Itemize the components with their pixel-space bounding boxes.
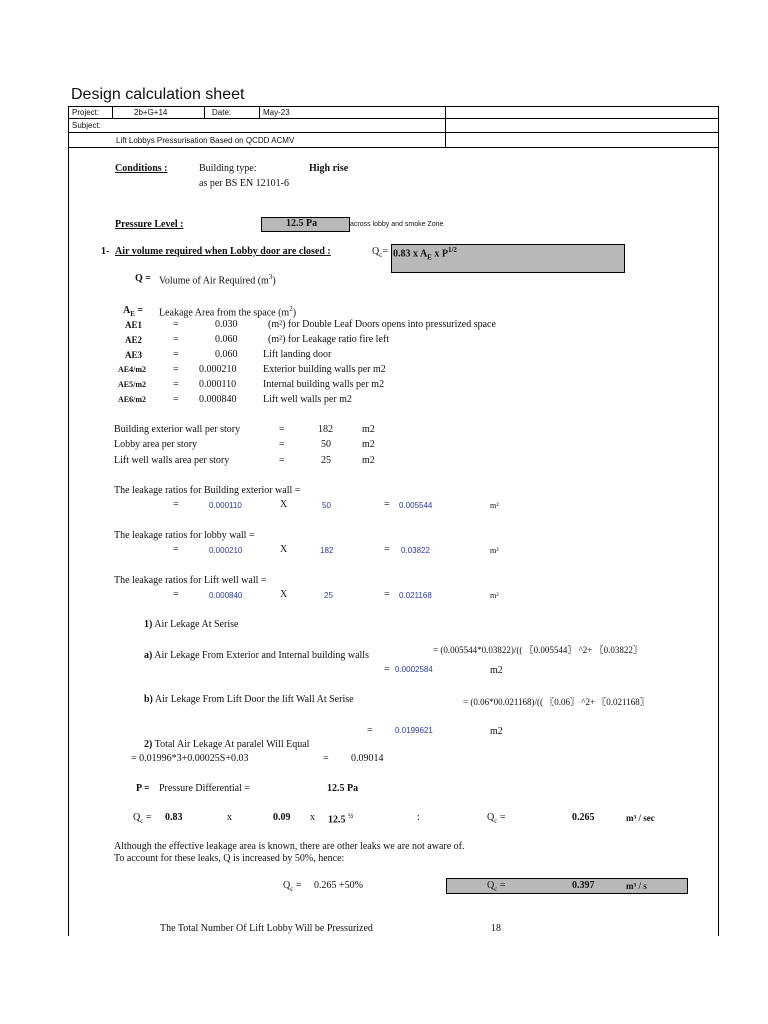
leakage-row-name: AE5/m2 bbox=[118, 380, 146, 389]
ratio-result: 0.005544 bbox=[399, 501, 433, 510]
ratio-unit: m² bbox=[490, 546, 499, 555]
leakage-row-eq: = bbox=[173, 394, 179, 405]
ratio-heading: The leakage ratios for lobby wall = bbox=[114, 530, 255, 541]
leakage-row-desc: Internal building walls per m2 bbox=[263, 379, 385, 390]
pressure-level-value: 12.5 Pa bbox=[286, 218, 318, 229]
ratio-coefficient: 0.000840 bbox=[209, 591, 243, 600]
final-box-symbol: $Q_c$ = bbox=[487, 880, 506, 893]
ratio-eq: = bbox=[173, 589, 179, 600]
air-leakage-b-eq: = bbox=[367, 725, 373, 736]
leakage-row-desc: (m²) for Leakage ratio fire left bbox=[268, 334, 389, 345]
area-unit: m2 bbox=[362, 455, 375, 466]
air-leakage-total-heading: 2) Total Air Lekage At paralel Will Equal bbox=[144, 739, 310, 750]
area-value: 182 bbox=[318, 424, 333, 435]
air-leakage-a-eq: = bbox=[384, 664, 390, 675]
building-type-value: High rise bbox=[309, 163, 349, 174]
ratio-times: X bbox=[280, 544, 288, 555]
total-lobby-value: 18 bbox=[491, 923, 501, 934]
leakage-row-value: 0.000210 bbox=[199, 364, 237, 375]
pressure-diff-value: 12.5 Pa bbox=[327, 783, 359, 794]
area-label: Building exterior wall per story bbox=[114, 424, 241, 435]
ratio-area: 25 bbox=[324, 591, 333, 600]
section-number: 1- bbox=[101, 246, 110, 257]
area-eq: = bbox=[279, 424, 285, 435]
leakage-row-name: AE3 bbox=[125, 350, 143, 360]
final-unit: m³ / s bbox=[626, 881, 647, 891]
air-leakage-a-result: 0.0002584 bbox=[395, 665, 433, 674]
date-label: Date: bbox=[212, 108, 232, 117]
leakage-row-name: AE4/m2 bbox=[118, 365, 146, 374]
header-col-divider bbox=[259, 106, 260, 119]
area-label: Lift well walls area per story bbox=[114, 455, 230, 466]
air-leakage-b-result: 0.0199621 bbox=[395, 726, 433, 735]
note-line-1: Although the effective leakage area is known, there are other leaks we are not aware of. bbox=[114, 841, 465, 852]
leakage-row-desc: (m²) for Double Leaf Doors opens into pressurized space bbox=[268, 319, 496, 330]
ratio-result: 0.021168 bbox=[399, 591, 432, 600]
ratio-eq2: = bbox=[384, 544, 390, 555]
header-col-divider bbox=[112, 106, 113, 119]
ratio-heading: The leakage ratios for Building exterior wall = bbox=[114, 485, 301, 496]
qc-leakage-area: 0.09 bbox=[273, 812, 291, 823]
leakage-row-name: AE1 bbox=[125, 320, 143, 330]
qc-times-2: x bbox=[310, 812, 315, 823]
qc-unit: m³ / sec bbox=[626, 813, 655, 823]
qc-result: 0.265 bbox=[572, 812, 595, 823]
pressure-level-label: Pressure Level : bbox=[115, 219, 184, 230]
section-heading: Air volume required when Lobby door are closed : bbox=[115, 246, 331, 257]
qc-symbol: $Q_c$ = bbox=[133, 812, 152, 825]
qc-times-1: x bbox=[227, 812, 232, 823]
leakage-row-eq: = bbox=[173, 364, 179, 375]
subject-value: Lift Lobbys Pressurisation Based on QCDD ACMV bbox=[116, 136, 295, 145]
leakage-row-eq: = bbox=[173, 334, 179, 345]
final-result: 0.397 bbox=[572, 880, 595, 891]
air-leakage-a-label: a) Air Lekage From Exterior and Internal building walls bbox=[144, 650, 369, 661]
standard-text: as per BS EN 12101-6 bbox=[199, 178, 289, 189]
qc-pressure: 12.5 $^{\frac{1}{2}}$ bbox=[328, 812, 354, 826]
leakage-row-eq: = bbox=[173, 319, 179, 330]
qc-colon: : bbox=[417, 812, 420, 823]
leakage-row-value: 0.060 bbox=[215, 349, 238, 360]
air-leakage-total-result: 0.09014 bbox=[351, 753, 384, 764]
formula-box-text: 0.83 x $A_E$ x $P^{1/2}$ bbox=[393, 246, 457, 262]
area-eq: = bbox=[279, 455, 285, 466]
final-expression: 0.265 +50% bbox=[314, 880, 363, 891]
left-border bbox=[68, 106, 69, 936]
area-unit: m2 bbox=[362, 424, 375, 435]
date-value: May-23 bbox=[263, 108, 290, 117]
air-leakage-b-label: b) Air Lekage From Lift Door the lift Wall At Serise bbox=[144, 694, 354, 705]
ratio-heading: The leakage ratios for Lift well wall = bbox=[114, 575, 267, 586]
ae-description: Leakage Area from the space $(m^2)$ bbox=[159, 305, 297, 319]
air-leakage-b-formula: = (0.06*00.021168)/(( 〖0.06〗 ^2+ 〖0.021168〗 bbox=[463, 697, 649, 707]
header-top-border bbox=[68, 106, 719, 107]
ratio-times: X bbox=[280, 589, 288, 600]
air-leakage-total-formula: = 0.01996*3+0.00025S+0.03 bbox=[131, 753, 249, 764]
leakage-row-name: AE6/m2 bbox=[118, 395, 146, 404]
q-description: Volume of Air Required $(m^3)$ bbox=[159, 273, 276, 287]
ratio-eq: = bbox=[173, 544, 179, 555]
header-row-divider bbox=[68, 118, 719, 119]
ratio-area: 50 bbox=[322, 501, 331, 510]
page-title: Design calculation sheet bbox=[71, 86, 245, 103]
project-value: 2b+G+14 bbox=[134, 108, 168, 117]
subject-label: Subject: bbox=[72, 121, 101, 130]
ratio-times: X bbox=[280, 499, 288, 510]
pressure-diff-label: Pressure Differential = bbox=[159, 783, 250, 794]
leakage-row-name: AE2 bbox=[125, 335, 143, 345]
air-leakage-b-unit: m2 bbox=[490, 726, 503, 737]
leakage-row-desc: Exterior building walls per m2 bbox=[263, 364, 386, 375]
note-line-2: To account for these leaks, Q is increased by 50%, hence: bbox=[114, 853, 345, 864]
area-value: 50 bbox=[321, 439, 331, 450]
conditions-label: Conditions : bbox=[115, 163, 168, 174]
air-leakage-series-heading: 1) Air Lekage At Serise bbox=[144, 619, 239, 630]
ratio-coefficient: 0.000110 bbox=[209, 501, 242, 510]
q-symbol: Q = bbox=[135, 273, 151, 284]
ratio-result: 0.03822 bbox=[401, 546, 430, 555]
air-leakage-a-formula: = (0.005544*0.03822)/(( 〖0.005544〗 ^2+ 〖0.03822〗 bbox=[433, 645, 642, 655]
area-label: Lobby area per story bbox=[114, 439, 198, 450]
qc-result-symbol: $Q_c$ = bbox=[487, 812, 506, 825]
formula-q: $Q_c=$ bbox=[372, 246, 388, 259]
project-label: Project: bbox=[72, 108, 100, 117]
leakage-row-value: 0.030 bbox=[215, 319, 238, 330]
leakage-row-value: 0.000840 bbox=[199, 394, 237, 405]
header-col-divider bbox=[204, 106, 205, 119]
ae-symbol: $A_E$ = bbox=[123, 305, 144, 318]
right-border bbox=[718, 106, 719, 936]
ratio-eq2: = bbox=[384, 589, 390, 600]
ratio-eq2: = bbox=[384, 499, 390, 510]
ratio-coefficient: 0.000210 bbox=[209, 546, 243, 555]
leakage-row-desc: Lift well walls per m2 bbox=[263, 394, 352, 405]
header-row-divider-2 bbox=[68, 132, 719, 133]
ratio-unit: m² bbox=[490, 591, 499, 600]
leakage-row-eq: = bbox=[173, 349, 179, 360]
pressure-level-note: across lobby and smoke Zone bbox=[350, 221, 444, 228]
area-unit: m2 bbox=[362, 439, 375, 450]
final-q-symbol: $Q_c$ = bbox=[283, 880, 302, 893]
leakage-row-desc: Lift landing door bbox=[263, 349, 332, 360]
header-col-divider bbox=[445, 106, 446, 148]
building-type-label: Building type: bbox=[199, 163, 257, 174]
leakage-row-value: 0.060 bbox=[215, 334, 238, 345]
air-leakage-total-eq: = bbox=[323, 753, 329, 764]
final-result-box bbox=[446, 878, 688, 894]
ratio-eq: = bbox=[173, 499, 179, 510]
leakage-row-eq: = bbox=[173, 379, 179, 390]
ratio-area: 182 bbox=[320, 546, 334, 555]
leakage-row-value: 0.000110 bbox=[199, 379, 237, 390]
ratio-unit: m² bbox=[490, 501, 499, 510]
area-eq: = bbox=[279, 439, 285, 450]
area-value: 25 bbox=[321, 455, 331, 466]
air-leakage-a-unit: m2 bbox=[490, 665, 503, 676]
header-bottom-border bbox=[68, 147, 719, 148]
pressure-diff-symbol: P = bbox=[136, 783, 150, 794]
total-lobby-label: The Total Number Of Lift Lobby Will be Pressurized bbox=[160, 923, 373, 934]
qc-coefficient: 0.83 bbox=[165, 812, 183, 823]
